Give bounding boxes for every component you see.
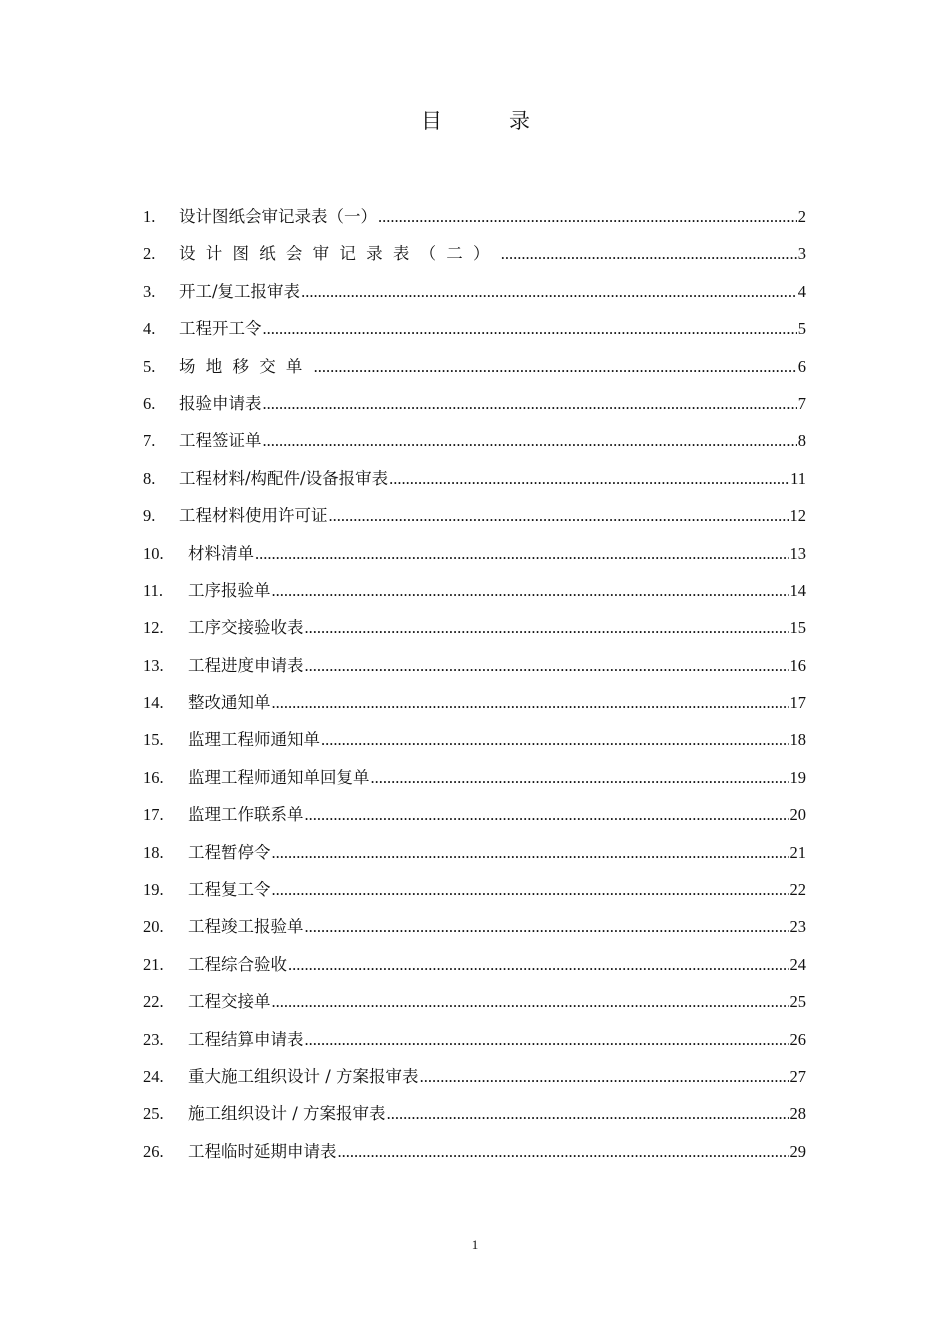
toc-entry[interactable] — [0, 761, 950, 798]
toc-entry-page: 8 — [797, 431, 806, 451]
toc-entry-label: 工程交接单 — [188, 992, 271, 1012]
toc-entry[interactable] — [0, 1097, 950, 1134]
toc-entry-number: 7. — [143, 431, 156, 451]
toc-entry[interactable] — [0, 350, 950, 387]
toc-dot-leader — [305, 1029, 789, 1051]
toc-entry-page: 23 — [789, 917, 806, 937]
toc-entry-page: 3 — [797, 244, 806, 264]
toc-dot-leader — [305, 804, 789, 826]
toc-entry-row — [179, 206, 806, 228]
toc-entry-number: 14. — [143, 693, 164, 713]
toc-entry-label: 设计图纸会审记录表（二） — [179, 244, 500, 264]
toc-entry-number: 3. — [143, 281, 156, 301]
toc-entry-page: 20 — [789, 805, 806, 825]
toc-dot-leader — [301, 281, 797, 303]
toc-entry[interactable] — [0, 948, 950, 985]
toc-entry[interactable] — [0, 873, 950, 910]
toc-entry[interactable] — [0, 574, 950, 611]
toc-entry-number: 26. — [143, 1141, 164, 1161]
toc-entry-label: 开工/复工报审表 — [179, 281, 301, 301]
toc-entry-label: 监理工程师通知单回复单 — [188, 767, 370, 787]
toc-entry-label: 设计图纸会审记录表（一） — [179, 207, 377, 226]
toc-entry-number: 5. — [143, 356, 156, 376]
toc-entry-page: 21 — [789, 842, 806, 862]
toc-entry-page: 6 — [797, 356, 806, 376]
toc-entry-row — [188, 991, 806, 1013]
toc-dot-leader — [263, 430, 797, 452]
toc-entry-row — [188, 655, 806, 677]
toc-entry-row — [188, 879, 806, 901]
toc-entry[interactable] — [0, 1023, 950, 1060]
toc-entry-page: 14 — [789, 580, 806, 600]
toc-dot-leader — [501, 243, 797, 265]
toc-entry[interactable] — [0, 723, 950, 760]
toc-entry[interactable] — [0, 275, 950, 312]
toc-entry-number: 17. — [143, 805, 164, 825]
toc-dot-leader — [371, 767, 789, 789]
toc-dot-leader — [305, 655, 789, 677]
toc-entry-page: 19 — [789, 767, 806, 787]
toc-entry-row — [179, 430, 806, 452]
toc-entry-row — [179, 468, 806, 490]
toc-entry[interactable] — [0, 499, 950, 536]
toc-entry[interactable] — [0, 985, 950, 1022]
toc-entry-page: 24 — [789, 954, 806, 974]
toc-dot-leader — [314, 356, 797, 378]
toc-entry-label: 材料清单 — [188, 543, 254, 563]
toc-entry-row — [188, 1141, 806, 1163]
toc-entry-label: 工程竣工报验单 — [188, 917, 304, 937]
toc-entry[interactable] — [0, 312, 950, 349]
toc-dot-leader — [389, 468, 789, 490]
toc-entry-page: 25 — [789, 992, 806, 1012]
toc-entry-page: 12 — [789, 506, 806, 526]
toc-entry-label: 报验申请表 — [179, 393, 262, 413]
toc-dot-leader — [329, 505, 789, 527]
toc-entry[interactable] — [0, 686, 950, 723]
toc-entry[interactable] — [0, 649, 950, 686]
toc-dot-leader — [272, 580, 789, 602]
toc-entry[interactable] — [0, 836, 950, 873]
toc-entry-number: 18. — [143, 842, 164, 862]
toc-dot-leader — [272, 842, 789, 864]
toc-dot-leader — [321, 729, 789, 751]
toc-entry-row — [179, 393, 806, 415]
toc-entry-label: 工序报验单 — [188, 580, 271, 600]
toc-entry[interactable] — [0, 537, 950, 574]
toc-entry-number: 1. — [143, 207, 156, 226]
toc-dot-leader — [420, 1066, 789, 1088]
toc-dot-leader — [272, 692, 789, 714]
toc-entry-label: 工序交接验收表 — [188, 618, 304, 638]
toc-entry-row — [188, 842, 806, 864]
toc-entry[interactable] — [0, 237, 950, 274]
toc-entry-label: 工程综合验收 — [188, 954, 287, 974]
toc-entry-page: 2 — [797, 207, 806, 226]
toc-entry-number: 10. — [143, 543, 164, 563]
toc-entry-page: 28 — [789, 1104, 806, 1124]
toc-entry-label: 工程开工令 — [179, 319, 262, 339]
toc-entry-label: 工程临时延期申请表 — [188, 1141, 337, 1161]
toc-entry-number: 16. — [143, 767, 164, 787]
toc-entry-page: 13 — [789, 543, 806, 563]
toc-entry-row — [188, 617, 806, 639]
toc-dot-leader — [255, 543, 789, 565]
toc-entry-number: 23. — [143, 1029, 164, 1049]
toc-entry[interactable] — [0, 798, 950, 835]
toc-entry-number: 12. — [143, 618, 164, 638]
toc-entry-row — [188, 804, 806, 826]
toc-entry[interactable] — [0, 1060, 950, 1097]
toc-dot-leader — [305, 916, 789, 938]
toc-entry-row — [188, 954, 806, 976]
toc-entry-label: 工程材料使用许可证 — [179, 506, 328, 526]
toc-entry-row — [188, 692, 806, 714]
page-title-char-2: 录 — [509, 109, 530, 133]
toc-entry-label: 施工组织设计 / 方案报审表 — [188, 1104, 386, 1124]
toc-entry-label: 工程材料/构配件/设备报审表 — [179, 468, 389, 488]
toc-entry-label: 工程暂停令 — [188, 842, 271, 862]
toc-entry-number: 21. — [143, 954, 164, 974]
table-of-contents — [0, 200, 950, 1172]
toc-entry[interactable] — [0, 424, 950, 461]
toc-entry-number: 19. — [143, 880, 164, 900]
toc-entry[interactable] — [0, 462, 950, 499]
toc-entry-label: 工程复工令 — [188, 880, 271, 900]
toc-entry[interactable] — [0, 910, 950, 947]
page-title-char-1: 目 — [421, 109, 442, 133]
toc-entry-number: 9. — [143, 506, 156, 526]
toc-entry-label: 整改通知单 — [188, 693, 271, 713]
toc-entry-page: 27 — [789, 1066, 806, 1086]
toc-dot-leader — [305, 617, 789, 639]
toc-entry-page: 22 — [789, 880, 806, 900]
toc-dot-leader — [387, 1103, 789, 1125]
toc-entry-row — [188, 580, 806, 602]
toc-entry-row — [179, 243, 806, 265]
toc-dot-leader — [272, 991, 789, 1013]
toc-entry-label: 监理工程师通知单 — [188, 730, 320, 750]
toc-entry[interactable] — [0, 387, 950, 424]
toc-entry-page: 15 — [789, 618, 806, 638]
toc-dot-leader — [288, 954, 789, 976]
page-title — [0, 106, 950, 136]
toc-entry-number: 13. — [143, 655, 164, 675]
toc-entry-row — [179, 505, 806, 527]
toc-entry-label: 工程签证单 — [179, 431, 262, 451]
toc-dot-leader — [378, 206, 797, 228]
toc-entry-page: 18 — [789, 730, 806, 750]
toc-entry-row — [188, 767, 806, 789]
toc-entry-page: 7 — [797, 393, 806, 413]
toc-entry-number: 11. — [143, 580, 164, 600]
toc-entry-number: 25. — [143, 1104, 164, 1124]
toc-entry-page: 17 — [789, 693, 806, 713]
toc-entry[interactable] — [0, 200, 950, 237]
toc-entry-label: 场地移交单 — [179, 356, 313, 376]
toc-entry-row — [179, 318, 806, 340]
toc-entry-row — [188, 916, 806, 938]
toc-entry-label: 监理工作联系单 — [188, 805, 304, 825]
toc-entry-page: 29 — [789, 1141, 806, 1161]
toc-entry-number: 15. — [143, 730, 164, 750]
toc-entry-row — [188, 1029, 806, 1051]
toc-entry-label: 重大施工组织设计 / 方案报审表 — [188, 1066, 419, 1086]
toc-entry-row — [188, 1103, 806, 1125]
toc-entry-page: 11 — [790, 468, 806, 488]
toc-dot-leader — [263, 393, 797, 415]
toc-entry-number: 2. — [143, 244, 156, 264]
toc-entry-page: 4 — [797, 281, 806, 301]
toc-dot-leader — [263, 318, 797, 340]
toc-entry-number: 24. — [143, 1066, 164, 1086]
toc-entry[interactable] — [0, 611, 950, 648]
toc-entry-number: 8. — [143, 468, 156, 488]
toc-entry-row — [179, 356, 806, 378]
toc-entry-number: 20. — [143, 917, 164, 937]
toc-dot-leader — [272, 879, 789, 901]
toc-entry-label: 工程进度申请表 — [188, 655, 304, 675]
toc-entry-row — [179, 281, 806, 303]
toc-entry-number: 22. — [143, 992, 164, 1012]
toc-entry-label: 工程结算申请表 — [188, 1029, 304, 1049]
toc-entry-row — [188, 729, 806, 751]
toc-entry-number: 6. — [143, 393, 156, 413]
page-number: 1 — [471, 1237, 479, 1252]
toc-entry-row — [188, 1066, 806, 1088]
toc-entry-row — [188, 543, 806, 565]
toc-entry[interactable] — [0, 1135, 950, 1172]
toc-entry-page: 26 — [789, 1029, 806, 1049]
toc-entry-page: 16 — [789, 655, 806, 675]
toc-entry-page: 5 — [797, 319, 806, 339]
toc-entry-number: 4. — [143, 319, 156, 339]
toc-dot-leader — [338, 1141, 789, 1163]
